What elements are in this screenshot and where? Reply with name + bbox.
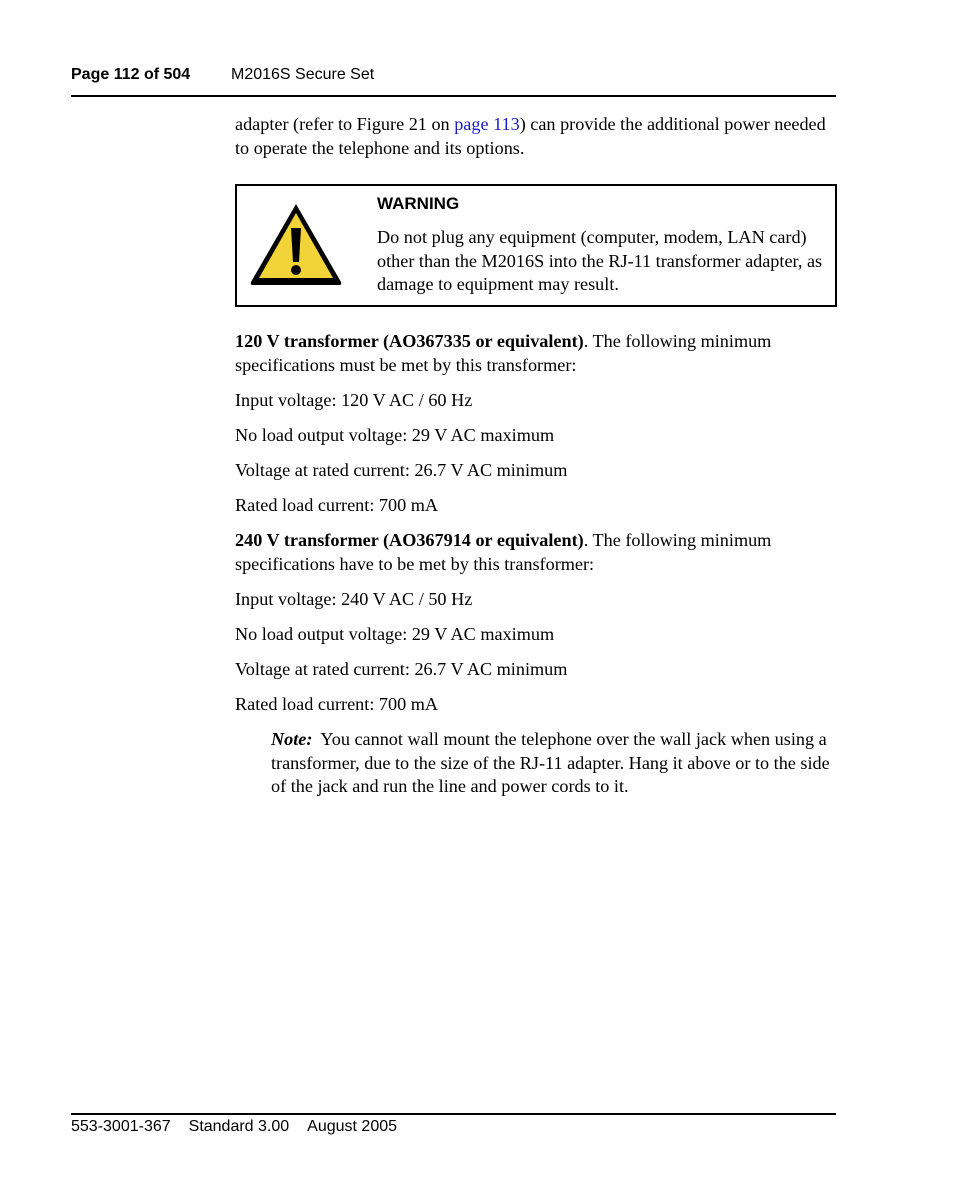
spec-line: No load output voltage: 29 V AC maximum bbox=[235, 624, 555, 644]
page-113-link[interactable]: page 113 bbox=[454, 114, 520, 134]
header-divider bbox=[71, 95, 836, 97]
note-text: You cannot wall mount the telephone over the wall jack when using a transformer, due to the size of the RJ-11 adapter. Hang it above or to the side of the jack and run the line and power cords to it. bbox=[271, 729, 830, 796]
transformer-240-section bbox=[235, 528, 835, 716]
transformer-240-intro: 240 V transformer (AO367914 or equivalent). The following minimum specifications have to be met by this transformer: bbox=[235, 530, 772, 574]
spec-line: Voltage at rated current: 26.7 V AC minimum bbox=[235, 659, 568, 679]
standard-version: Standard 3.00 bbox=[188, 1118, 290, 1135]
note-label: Note: bbox=[271, 729, 313, 749]
page-number: Page 112 of 504 bbox=[71, 66, 191, 83]
page-header bbox=[71, 66, 835, 84]
spec-line: No load output voltage: 29 V AC maximum bbox=[235, 425, 555, 445]
page-content bbox=[235, 112, 835, 799]
warning-title: WARNING bbox=[377, 194, 460, 213]
spec-line: Rated load current: 700 mA bbox=[235, 694, 439, 714]
intro-paragraph: adapter (refer to Figure 21 on page 113) can provide the additional power needed to operate the telephone and its options. bbox=[235, 114, 826, 158]
warning-triangle-icon bbox=[247, 200, 345, 288]
spec-line: Input voltage: 120 V AC / 60 Hz bbox=[235, 390, 473, 410]
warning-box bbox=[235, 184, 837, 307]
transformer-240-heading: 240 V transformer (AO367914 or equivalent) bbox=[235, 530, 584, 550]
transformer-120-heading: 120 V transformer (AO367335 or equivalent) bbox=[235, 331, 584, 351]
warning-text: Do not plug any equipment (computer, modem, LAN card) other than the M2016S into the RJ-11 transformer adapter, as damage to equipment may result. bbox=[377, 227, 823, 294]
spec-line: Input voltage: 240 V AC / 50 Hz bbox=[235, 589, 473, 609]
transformer-120-section bbox=[235, 329, 835, 517]
document-number: 553-3001-367 bbox=[71, 1118, 171, 1135]
publication-date: August 2005 bbox=[307, 1118, 398, 1135]
document-title: M2016S Secure Set bbox=[231, 66, 375, 83]
page-footer bbox=[71, 1118, 415, 1136]
spec-line: Voltage at rated current: 26.7 V AC minimum bbox=[235, 460, 568, 480]
footer-divider bbox=[71, 1113, 836, 1115]
note-paragraph bbox=[271, 728, 835, 799]
spec-line: Rated load current: 700 mA bbox=[235, 495, 439, 515]
transformer-120-intro: 120 V transformer (AO367335 or equivalent). The following minimum specifications must be met by this transformer: bbox=[235, 331, 772, 375]
